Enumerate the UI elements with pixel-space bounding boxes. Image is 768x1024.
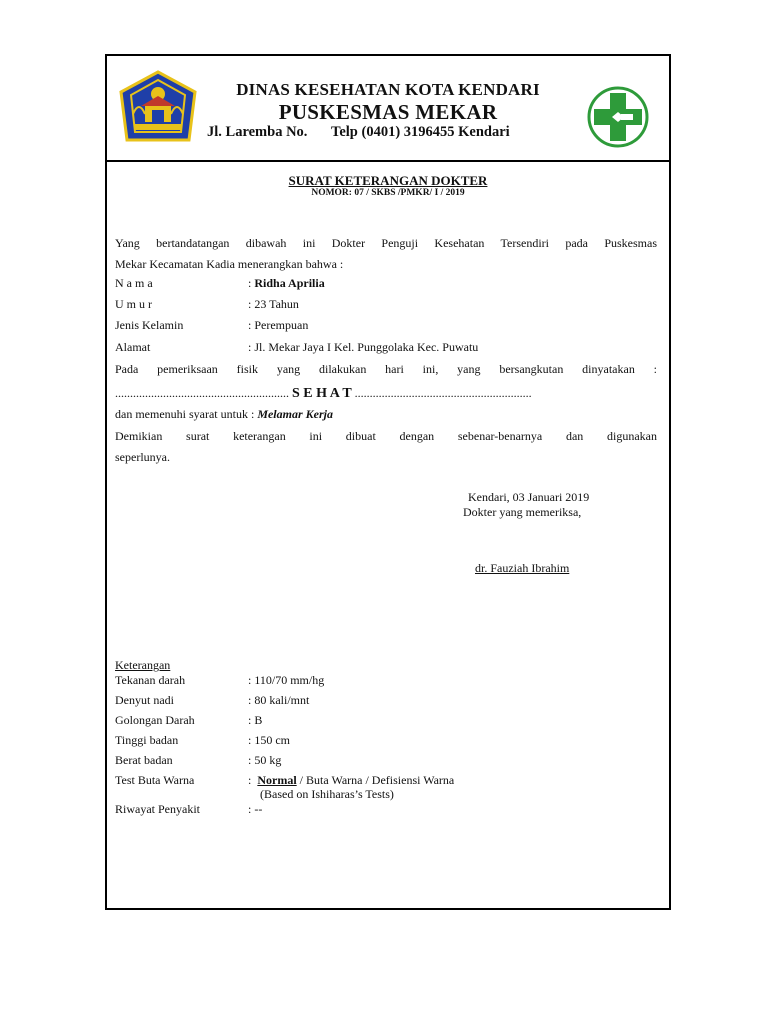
umur-value: : 23 Tahun bbox=[248, 297, 299, 311]
letterhead bbox=[107, 56, 669, 162]
jenis-kelamin-label: Jenis Kelamin bbox=[115, 318, 184, 332]
nama-field: : Ridha Aprilia bbox=[248, 276, 325, 290]
document-number: NOMOR: 07 / SKBS /PMKR/ I / 2019 bbox=[311, 188, 465, 198]
place-date: Kendari, 03 Januari 2019 bbox=[468, 490, 590, 504]
result-line bbox=[115, 386, 660, 402]
riwayat-penyakit-value: : -- bbox=[248, 802, 263, 816]
intro-line-2: Mekar Kecamatan Kadia menerangkan bahwa : bbox=[115, 257, 344, 271]
tekanan-darah-label: Tekanan darah bbox=[115, 673, 186, 687]
buta-warna-label: Test Buta Warna bbox=[115, 773, 195, 787]
buta-warna-value bbox=[248, 773, 454, 788]
clinic-phone: Telp (0401) 3196455 Kendari bbox=[331, 124, 510, 140]
golongan-darah-value: : B bbox=[248, 713, 263, 727]
tekanan-darah-value: : 110/70 mm/hg bbox=[248, 673, 325, 687]
exam-line: Pada pemeriksaan fisik yang dilakukan hari ini, yang bersangkutan dinyatakan : bbox=[115, 362, 657, 376]
exam-result: S E H A T bbox=[292, 386, 352, 401]
signer-name: dr. Fauziah Ibrahim bbox=[475, 561, 570, 575]
tinggi-badan-value: : 150 cm bbox=[248, 733, 290, 747]
dots-left: .......................................................... bbox=[115, 386, 289, 400]
clinic-address: Jl. Laremba No. bbox=[207, 124, 308, 140]
dots-right: ........................................................... bbox=[354, 386, 532, 400]
alamat-value: : Jl. Mekar Jaya I Kel. Punggolaka Kec. Puwatu bbox=[248, 340, 479, 354]
tinggi-badan-label: Tinggi badan bbox=[115, 733, 179, 747]
riwayat-penyakit-label: Riwayat Penyakit bbox=[115, 802, 200, 816]
puskesmas-cross-icon bbox=[587, 86, 649, 148]
closing-line-1: Demikian surat keterangan ini dibuat dengan sebenar-benarnya dan digunakan bbox=[115, 429, 657, 443]
document-title: SURAT KETERANGAN DOKTER bbox=[288, 173, 488, 188]
keterangan-heading: Keterangan bbox=[115, 658, 171, 672]
nama-label: N a m a bbox=[115, 276, 153, 290]
buta-warna-normal: Normal bbox=[257, 773, 297, 787]
intro-line-1: Yang bertandatangan dibawah ini Dokter Penguji Kesehatan Tersendiri pada Puskesmas bbox=[115, 236, 657, 250]
closing-line-2: seperlunya. bbox=[115, 450, 170, 464]
signer-role: Dokter yang memeriksa, bbox=[463, 505, 582, 519]
purpose-prefix: dan memenuhi syarat untuk : bbox=[115, 407, 255, 421]
jenis-kelamin-value: : Perempuan bbox=[248, 318, 309, 332]
nama-value: Ridha Aprilia bbox=[254, 276, 325, 290]
purpose-value: Melamar Kerja bbox=[257, 407, 333, 421]
denyut-nadi-value: : 80 kali/mnt bbox=[248, 693, 310, 707]
buta-warna-note: (Based on Ishiharas’s Tests) bbox=[260, 787, 394, 801]
buta-warna-colon: : bbox=[248, 773, 252, 787]
berat-badan-label: Berat badan bbox=[115, 753, 173, 767]
umur-label: U m u r bbox=[115, 297, 152, 311]
clinic-name: PUSKESMAS MEKAR bbox=[278, 100, 498, 124]
purpose-line bbox=[115, 407, 333, 422]
buta-warna-options: / Buta Warna / Defisiensi Warna bbox=[299, 773, 455, 787]
agency-name: DINAS KESEHATAN KOTA KENDARI bbox=[236, 80, 540, 99]
document-frame bbox=[105, 54, 671, 910]
berat-badan-value: : 50 kg bbox=[248, 753, 282, 767]
golongan-darah-label: Golongan Darah bbox=[115, 713, 195, 727]
alamat-label: Alamat bbox=[115, 340, 151, 354]
denyut-nadi-label: Denyut nadi bbox=[115, 693, 174, 707]
